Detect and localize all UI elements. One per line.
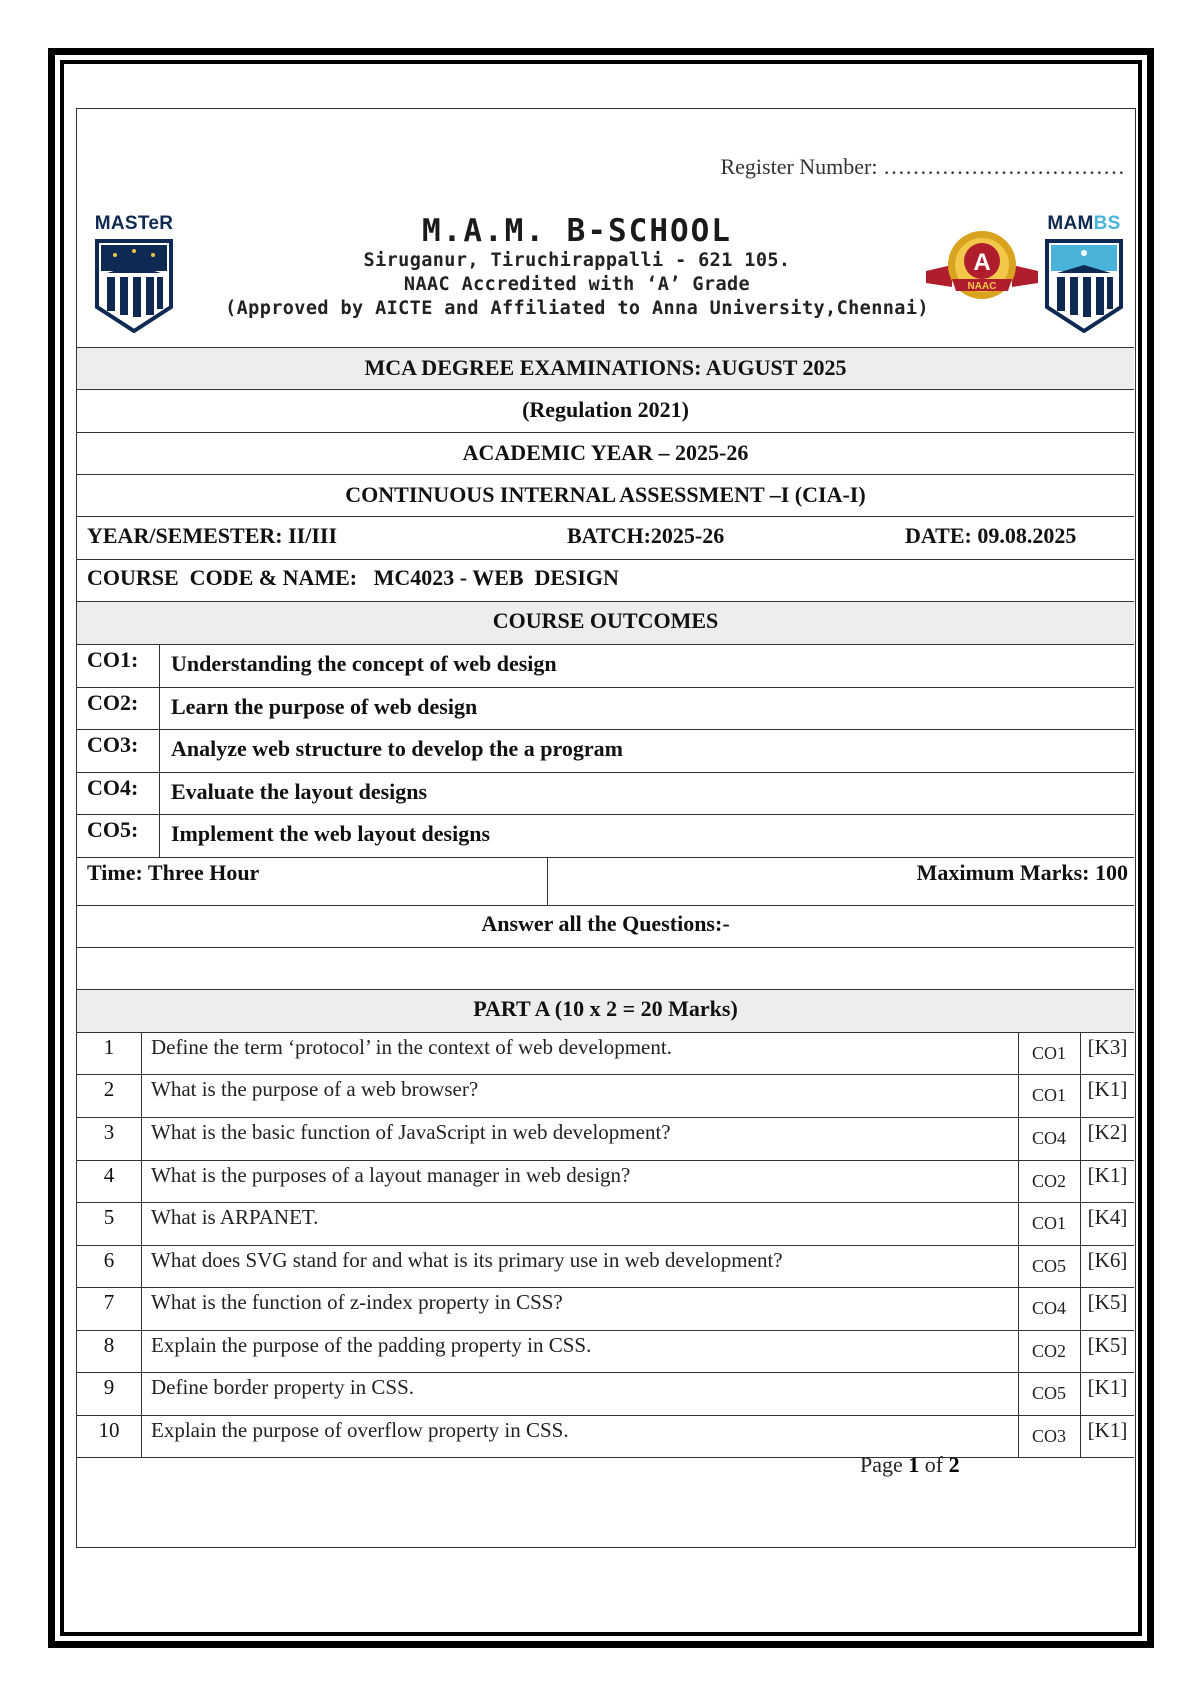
question-k-level: [K1] — [1087, 1418, 1128, 1442]
question-text: Define border property in CSS. — [151, 1375, 415, 1399]
question-k-level: [K5] — [1087, 1290, 1128, 1314]
question-number: 3 — [103, 1120, 115, 1144]
approval-line: (Approved by AICTE and Affiliated to Anna University,Chennai) — [225, 298, 929, 319]
question-co: CO1 — [1031, 1043, 1066, 1063]
course-outcomes-heading: COURSE OUTCOMES — [77, 601, 1134, 644]
question-k-level: [K1] — [1087, 1375, 1128, 1399]
school-header — [167, 213, 987, 321]
year-semester: YEAR/SEMESTER: II/III — [87, 523, 338, 548]
regulation: (Regulation 2021) — [77, 389, 1134, 432]
course-code-name: COURSE CODE & NAME: MC4023 - WEB DESIGN — [87, 565, 619, 590]
outcome-code: CO3: — [87, 732, 139, 757]
master-logo-text: MASTeR — [94, 213, 174, 234]
question-text: What does SVG stand for and what is its primary use in web development? — [151, 1248, 783, 1272]
question-number: 6 — [103, 1248, 115, 1272]
batch: BATCH:2025-26 — [567, 523, 725, 548]
maximum-marks: Maximum Marks: 100 — [916, 860, 1128, 885]
question-k-level: [K6] — [1087, 1248, 1128, 1272]
question-co: CO2 — [1031, 1341, 1066, 1361]
question-row — [77, 1160, 1134, 1202]
outcome-row — [77, 814, 1134, 857]
outcome-text: Analyze web structure to develop the a program — [171, 736, 623, 761]
question-co: CO4 — [1031, 1298, 1066, 1318]
exam-title: MCA DEGREE EXAMINATIONS: AUGUST 2025 — [77, 347, 1134, 389]
outcome-text: Evaluate the layout designs — [171, 779, 428, 804]
question-k-level: [K3] — [1087, 1035, 1128, 1059]
outcome-row — [77, 729, 1134, 772]
school-address: Siruganur, Tiruchirappalli - 621 105. — [363, 250, 791, 271]
question-number: 9 — [103, 1375, 115, 1399]
instruction: Answer all the Questions:- — [77, 905, 1134, 947]
outcome-code: CO2: — [87, 690, 139, 715]
question-number: 7 — [103, 1290, 115, 1314]
question-k-level: [K5] — [1087, 1333, 1128, 1357]
question-row — [77, 1245, 1134, 1287]
outcome-row — [77, 687, 1134, 729]
exam-date: DATE: 09.08.2025 — [905, 523, 1077, 548]
question-row — [77, 1202, 1134, 1245]
naac-accreditation: NAAC Accredited with ‘A’ Grade — [403, 274, 751, 295]
question-row — [77, 1330, 1134, 1372]
outcome-text: Understanding the concept of web design — [171, 651, 557, 676]
naac-a-grade-badge-icon — [922, 227, 1042, 307]
question-co: CO1 — [1031, 1085, 1066, 1105]
exam-time: Time: Three Hour — [87, 860, 260, 885]
question-co: CO5 — [1031, 1383, 1066, 1403]
question-row — [77, 1287, 1134, 1330]
question-k-level: [K1] — [1087, 1163, 1128, 1187]
blank-row — [77, 947, 1134, 989]
question-text: What is the function of z-index property in CSS? — [151, 1290, 563, 1314]
question-text: Explain the purpose of the padding property in CSS. — [151, 1333, 592, 1357]
question-text: What is the purpose of a web browser? — [151, 1077, 479, 1101]
question-number: 1 — [103, 1035, 115, 1059]
pillars-crest-icon — [1043, 237, 1125, 333]
question-co: CO5 — [1031, 1256, 1066, 1276]
exam-paper — [76, 108, 1136, 1548]
outcome-code: CO4: — [87, 775, 139, 800]
question-co: CO4 — [1031, 1128, 1066, 1148]
assessment-title: CONTINUOUS INTERNAL ASSESSMENT –I (CIA-I) — [77, 474, 1134, 516]
question-text: What is ARPANET. — [151, 1205, 319, 1229]
school-name: M.A.M. B-SCHOOL — [422, 213, 732, 249]
page-number: Page 1 of 2 — [860, 1452, 960, 1477]
mambs-logo — [1041, 213, 1127, 333]
badge-letter: A — [973, 249, 991, 276]
question-row — [77, 1372, 1134, 1415]
time-marks-row — [77, 857, 1134, 905]
outcome-text: Learn the purpose of web design — [171, 694, 478, 719]
mambs-logo-text: MAMBS — [1047, 213, 1121, 234]
year-batch-date-row — [77, 516, 1134, 559]
question-row — [77, 1074, 1134, 1117]
question-text: What is the basic function of JavaScript in web development? — [151, 1120, 671, 1144]
question-row — [77, 1032, 1134, 1074]
outcome-code: CO1: — [87, 647, 139, 672]
question-co: CO1 — [1031, 1213, 1066, 1233]
outcome-row — [77, 772, 1134, 814]
question-number: 2 — [103, 1077, 115, 1101]
register-number: Register Number: …………………………… — [720, 154, 1125, 179]
part-a-heading: PART A (10 x 2 = 20 Marks) — [77, 989, 1134, 1032]
question-row — [77, 1117, 1134, 1160]
course-row — [77, 559, 1134, 601]
question-k-level: [K2] — [1087, 1120, 1128, 1144]
question-k-level: [K4] — [1087, 1205, 1128, 1229]
question-number: 5 — [103, 1205, 115, 1229]
outcome-row — [77, 644, 1134, 687]
question-text: Explain the purpose of overflow property in CSS. — [151, 1418, 569, 1442]
question-co: CO2 — [1031, 1171, 1066, 1191]
question-text: Define the term ‘protocol’ in the context of web development. — [151, 1035, 672, 1059]
pillars-crest-icon — [93, 237, 175, 333]
question-text: What is the purposes of a layout manager in web design? — [151, 1163, 631, 1187]
academic-year: ACADEMIC YEAR – 2025-26 — [77, 432, 1134, 474]
question-number: 4 — [103, 1163, 115, 1187]
question-row — [77, 1415, 1134, 1458]
question-k-level: [K1] — [1087, 1077, 1128, 1101]
question-number: 10 — [98, 1418, 120, 1442]
badge-text: NAAC — [967, 281, 997, 292]
question-co: CO3 — [1031, 1426, 1066, 1446]
master-logo — [91, 213, 177, 333]
outcome-text: Implement the web layout designs — [171, 821, 491, 846]
question-number: 8 — [103, 1333, 115, 1357]
outcome-code: CO5: — [87, 817, 139, 842]
